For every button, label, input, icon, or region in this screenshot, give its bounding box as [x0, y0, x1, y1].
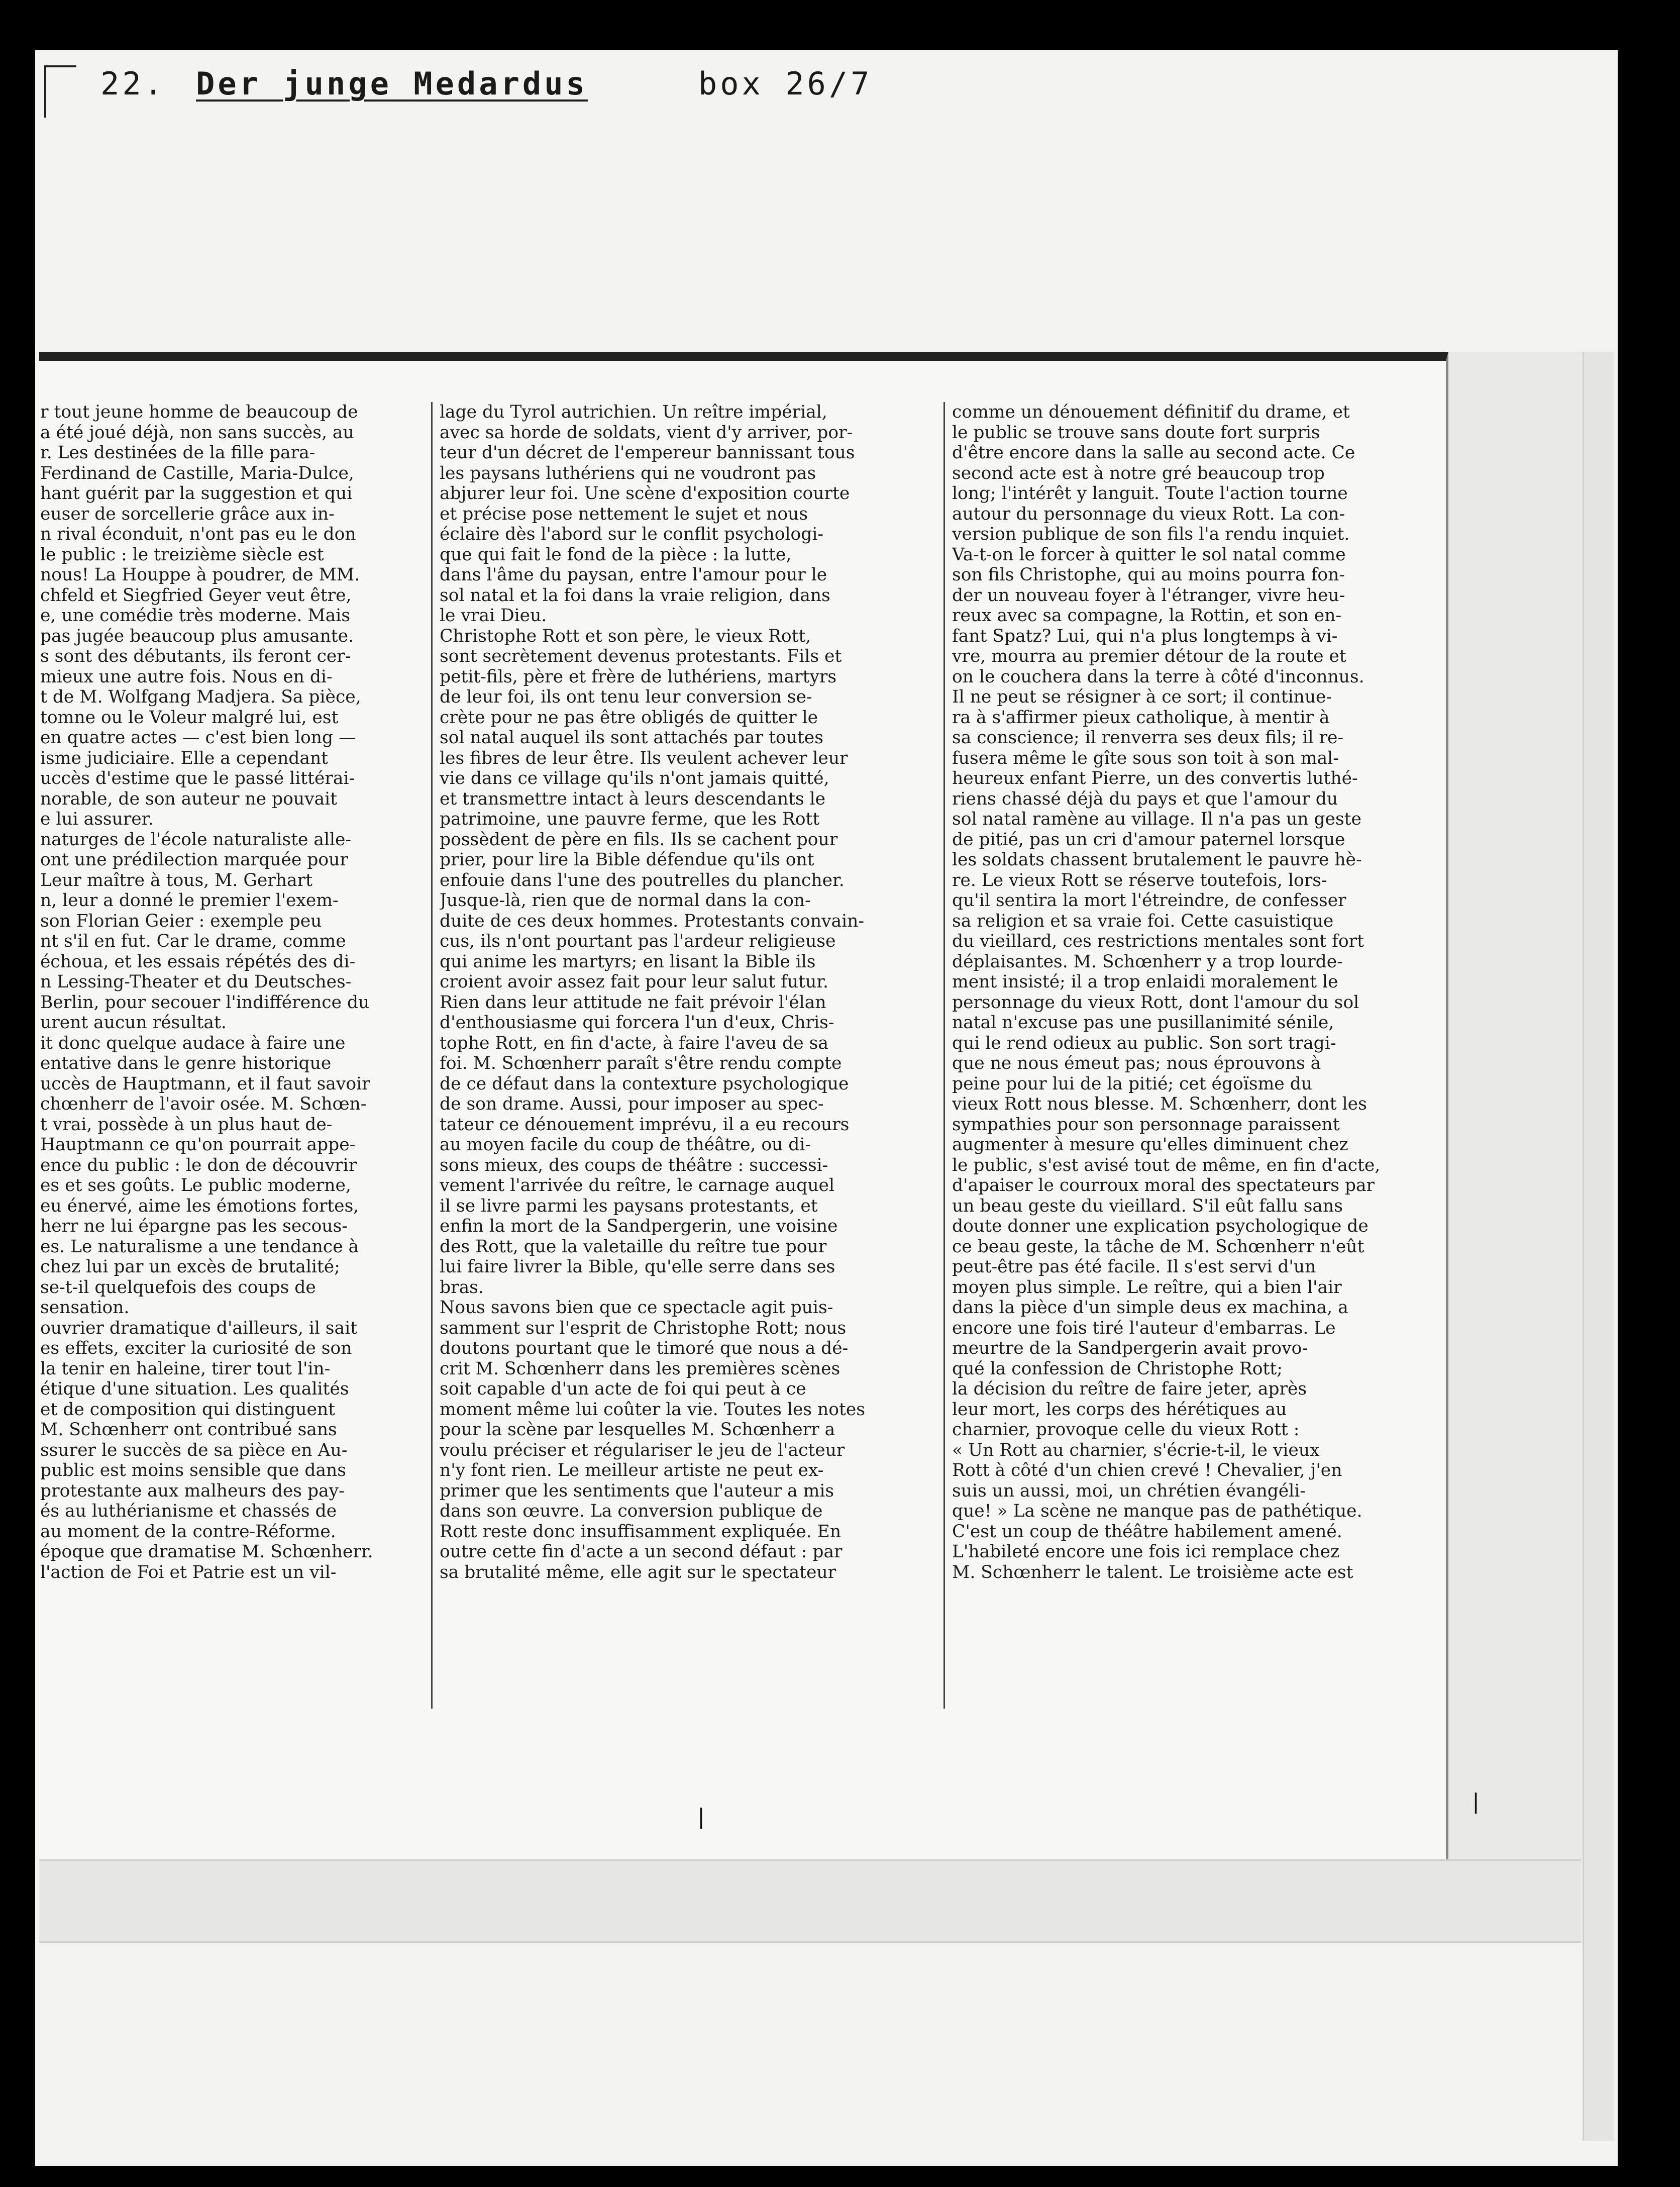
article-line: sons mieux, des coups de théâtre : successi-: [440, 1155, 828, 1175]
article-line: tateur ce dénouement imprévu, il a eu recours: [440, 1114, 850, 1135]
article-line: peine pour lui de la pitié; cet égoïsme du: [952, 1073, 1312, 1094]
article-line: personnage du vieux Rott, dont l'amour du sol: [952, 992, 1359, 1013]
article-line: enfouie dans l'une des poutrelles du plancher.: [440, 870, 845, 890]
article-line: L'habileté encore une fois ici remplace chez: [952, 1542, 1340, 1562]
folder-edge: [1583, 352, 1614, 2141]
ink-mark: ❘: [1467, 1789, 1485, 1814]
article-line: déplaisantes. M. Schœnherr y a trop lourde-: [952, 951, 1343, 972]
article-line: et précise pose nettement le sujet et nous: [440, 504, 808, 524]
article-line: sa conscience; il renverra ses deux fils; il re-: [952, 728, 1344, 748]
corner-mark: [44, 65, 76, 118]
article-line: primer que les sentiments que l'auteur a mis: [440, 1480, 834, 1501]
article-line: croient avoir assez fait pour leur salut futur.: [440, 972, 828, 992]
article-line: d'être encore dans la salle au second acte. Ce: [952, 443, 1355, 463]
article-line: et transmettre intact à leurs descendants le: [440, 788, 826, 809]
article-line: samment sur l'esprit de Christophe Rott; nous: [440, 1318, 847, 1338]
article-line: protestante aux malheurs des pay-: [40, 1480, 345, 1501]
article-line: n'y font rien. Le meilleur artiste ne peut ex-: [440, 1460, 824, 1480]
article-line: sol natal ramène au village. Il n'a pas un geste: [952, 809, 1361, 829]
article-line: que! » La scène ne manque pas de pathétique.: [952, 1501, 1362, 1521]
article-line: lui faire livrer la Bible, qu'elle serre dans ses: [440, 1257, 835, 1277]
article-line: enfin la mort de la Sandpergerin, une voisine: [440, 1216, 838, 1236]
article-line: de ce défaut dans la contexture psychologique: [440, 1073, 849, 1094]
article-line: sensation.: [40, 1298, 130, 1318]
article-line: ont une prédilection marquée pour: [40, 850, 348, 870]
article-line: vieux Rott nous blesse. M. Schœnherr, dont les: [952, 1094, 1367, 1114]
article-line: de pitié, pas un cri d'amour paternel lorsque: [952, 829, 1345, 850]
article-line: les soldats chassent brutalement le pauvre hè-: [952, 850, 1362, 870]
article-line: meurtre de la Sandpergerin avait provo-: [952, 1338, 1308, 1358]
article-line: pas jugée beaucoup plus amusante.: [40, 626, 354, 646]
article-line: les fibres de leur être. Ils veulent achever leur: [440, 748, 848, 768]
article-line: herr ne lui épargne pas les secous-: [40, 1216, 348, 1236]
article-line: « Un Rott au charnier, s'écrie-t-il, le vieux: [952, 1440, 1320, 1460]
article-line: que ne nous émeut pas; nous éprouvons à: [952, 1053, 1321, 1073]
article-line: suis un aussi, moi, un chrétien évangéli-: [952, 1480, 1306, 1501]
article-line: bras.: [440, 1277, 484, 1298]
article-line: der un nouveau foyer à l'étranger, vivre heu-: [952, 585, 1345, 606]
article-line: moyen plus simple. Le reître, qui a bien l'air: [952, 1277, 1342, 1298]
article-line: pour la scène par lesquelles M. Schœnherr a: [440, 1420, 835, 1440]
article-line: dans la pièce d'un simple deus ex machina, a: [952, 1298, 1348, 1318]
article-line: isme judiciaire. Elle a cependant: [40, 748, 329, 768]
article-line: Il ne peut se résigner à ce sort; il continue-: [952, 687, 1332, 707]
article-line: tomne ou le Voleur malgré lui, est: [40, 707, 339, 728]
article-line: r. Les destinées de la fille para-: [40, 443, 316, 463]
article-line: second acte est à notre gré beaucoup trop: [952, 463, 1325, 483]
article-line: augmenter à mesure qu'elles diminuent chez: [952, 1135, 1348, 1155]
article-line: qué la confession de Christophe Rott;: [952, 1358, 1283, 1379]
article-line: M. Schœnherr le talent. Le troisième acte est: [952, 1562, 1353, 1582]
article-line: dans l'âme du paysan, entre l'amour pour le: [440, 565, 827, 585]
article-line: qui anime les martyrs; en lisant la Bible ils: [440, 951, 816, 972]
article-line: hant guérit par la suggestion et qui: [40, 483, 353, 504]
article-line: se-t-il quelquefois des coups de: [40, 1277, 316, 1298]
article-line: sa brutalité même, elle agit sur le spectateur: [440, 1562, 836, 1582]
column-rule: [943, 402, 945, 1709]
article-line: norable, de son auteur ne pouvait: [40, 788, 338, 809]
article-line: Ferdinand de Castille, Maria-Dulce,: [40, 463, 354, 483]
article-line: de leur foi, ils ont tenu leur conversion se-: [440, 687, 812, 707]
article-line: foi. M. Schœnherr paraît s'être rendu compte: [440, 1053, 842, 1073]
article-line: uccès d'estime que le passé littérai-: [40, 768, 355, 788]
article-line: sont secrètement devenus protestants. Fils et: [440, 646, 842, 666]
article-line: uccès de Hauptmann, et il faut savoir: [40, 1073, 370, 1094]
article-line: Jusque-là, rien que de normal dans la con-: [440, 890, 811, 911]
article-line: Berlin, pour secouer l'indifférence du: [40, 992, 370, 1013]
article-line: leur mort, les corps des hérétiques au: [952, 1399, 1287, 1420]
article-line: t vrai, possède à un plus haut de-: [40, 1114, 333, 1135]
article-line: soit capable d'un acte de foi qui peut à ce: [440, 1379, 806, 1399]
article-line: version publique de son fils l'a rendu inquiet.: [952, 524, 1350, 544]
article-line: échoua, et les essais répétés des di-: [40, 951, 356, 972]
article-line: és au luthérianisme et chassés de: [40, 1501, 337, 1521]
article-line: nt s'il en fut. Car le drame, comme: [40, 931, 346, 951]
article-line: e lui assurer.: [40, 809, 154, 829]
article-line: e, une comédie très moderne. Mais: [40, 606, 351, 626]
article-line: son Florian Geier : exemple peu: [40, 911, 322, 931]
article-line: es effets, exciter la curiosité de son: [40, 1338, 352, 1358]
article-line: crit M. Schœnherr dans les premières scènes: [440, 1358, 841, 1379]
article-line: du vieillard, ces restrictions mentales sont fort: [952, 931, 1364, 951]
article-line: Christophe Rott et son père, le vieux Rott,: [440, 626, 811, 646]
article-line: le public, s'est avisé tout de même, en fin d'acte,: [952, 1155, 1381, 1175]
article-line: s sont des débutants, ils feront cer-: [40, 646, 351, 666]
article-line: doutons pourtant que le timoré que nous a dé-: [440, 1338, 849, 1358]
bottom-strip: [39, 1859, 1582, 1943]
article-line: vie dans ce village qu'ils n'ont jamais quitté,: [440, 768, 829, 788]
article-line: un beau geste du vieillard. S'il eût fallu sans: [952, 1196, 1343, 1216]
article-line: il se livre parmi les paysans protestants, et: [440, 1196, 818, 1216]
clipping-shadow: [1442, 352, 1583, 1859]
article-line: riens chassé déjà du pays et que l'amour du: [952, 788, 1338, 809]
article-line: le public : le treizième siècle est: [40, 544, 324, 565]
article-line: ssurer le succès de sa pièce en Au-: [40, 1440, 348, 1460]
article-line: la tenir en haleine, tirer tout l'in-: [40, 1358, 331, 1379]
article-line: la décision du reître de faire jeter, après: [952, 1379, 1307, 1399]
article-line: en quatre actes — c'est bien long —: [40, 728, 356, 748]
article-line: vement l'arrivée du reître, le carnage auquel: [440, 1175, 835, 1196]
article-line: entative dans le genre historique: [40, 1053, 332, 1073]
article-line: éclaire dès l'abord sur le conflit psychologi-: [440, 524, 824, 544]
article-line: et de composition qui distinguent: [40, 1399, 336, 1420]
article-line: étique d'une situation. Les qualités: [40, 1379, 349, 1399]
article-line: natal n'excuse pas une pusillanimité sénile,: [952, 1013, 1334, 1033]
article-line: lage du Tyrol autrichien. Un reître impérial,: [440, 402, 827, 422]
article-line: abjurer leur foi. Une scène d'exposition courte: [440, 483, 850, 504]
article-line: Hauptmann ce qu'on pourrait appe-: [40, 1135, 356, 1155]
ink-mark: ❘: [692, 1804, 710, 1829]
article-line: reux avec sa compagne, la Rottin, et son en-: [952, 606, 1342, 626]
article-line: long; l'intérêt y languit. Toute l'action tourne: [952, 483, 1348, 504]
article-line: a été joué déjà, non sans succès, au: [40, 422, 354, 443]
article-line: sol natal et la foi dans la vraie religion, dans: [440, 585, 830, 606]
article-line: n Lessing-Theater et du Deutsches-: [40, 972, 352, 992]
article-line: fant Spatz? Lui, qui n'a plus longtemps à vi-: [952, 626, 1338, 646]
article-line: que qui fait le fond de la pièce : la lutte,: [440, 544, 792, 565]
article-line: nous! La Houppe à poudrer, de MM.: [40, 565, 360, 585]
article-line: it donc quelque audace à faire une: [40, 1033, 346, 1053]
article-line: voulu préciser et régulariser le jeu de l'acteur: [440, 1440, 845, 1460]
article-line: ence du public : le don de découvrir: [40, 1155, 357, 1175]
article-column-1: [40, 402, 417, 1582]
article-line: on le couchera dans la terre à côté d'inconnus.: [952, 666, 1364, 687]
article-line: naturges de l'école naturaliste alle-: [40, 829, 352, 850]
article-line: chœnherr de l'avoir osée. M. Schœn-: [40, 1094, 367, 1114]
article-line: ment insisté; il a trop enlaidi moralement le: [952, 972, 1338, 992]
article-line: époque que dramatise M. Schœnherr.: [40, 1542, 373, 1562]
box-label: box 26/7: [698, 65, 873, 102]
column-rule: [431, 402, 433, 1709]
article-line: son fils Christophe, qui au moins pourra fon-: [952, 565, 1345, 585]
article-line: avec sa horde de soldats, vient d'y arriver, por-: [440, 422, 853, 443]
article-line: heureux enfant Pierre, un des convertis luthé-: [952, 768, 1358, 788]
article-line: ouvrier dramatique d'ailleurs, il sait: [40, 1318, 358, 1338]
article-line: chez lui par un excès de brutalité;: [40, 1257, 340, 1277]
article-line: vre, mourra au premier détour de la route et: [952, 646, 1346, 666]
article-line: autour du personnage du vieux Rott. La con-: [952, 504, 1345, 524]
article-line: eu énervé, aime les émotions fortes,: [40, 1196, 359, 1216]
article-line: au moyen facile du coup de théâtre, ou di-: [440, 1135, 811, 1155]
article-line: charnier, provoque celle du vieux Rott :: [952, 1420, 1300, 1440]
article-line: encore une fois tiré l'auteur d'embarras. Le: [952, 1318, 1336, 1338]
article-line: Rien dans leur attitude ne fait prévoir l'élan: [440, 992, 826, 1013]
article-line: euser de sorcellerie grâce aux in-: [40, 504, 335, 524]
article-line: crète pour ne pas être obligés de quitter le: [440, 707, 818, 728]
page-header: [100, 65, 873, 111]
article-line: mieux une autre fois. Nous en di-: [40, 666, 333, 687]
article-line: C'est un coup de théâtre habilement amené.: [952, 1521, 1342, 1542]
article-line: l'action de Foi et Patrie est un vil-: [40, 1562, 337, 1582]
article-line: qui le rend odieux au public. Son sort tragi-: [952, 1033, 1336, 1053]
article-line: d'apaiser le courroux moral des spectateurs par: [952, 1175, 1375, 1196]
article-line: r tout jeune homme de beaucoup de: [40, 402, 358, 422]
article-line: peut-être pas été facile. Il s'est servi d'un: [952, 1257, 1316, 1277]
article-line: ra à s'affirmer pieux catholique, à mentir à: [952, 707, 1330, 728]
article-line: Rott reste donc insuffisamment expliquée. En: [440, 1521, 842, 1542]
article-column-3: [952, 402, 1459, 1582]
article-line: duite de ces deux hommes. Protestants convain-: [440, 911, 865, 931]
article-line: Rott à côté d'un chien crevé ! Chevalier, j'en: [952, 1460, 1342, 1480]
article-line: d'enthousiasme qui forcera l'un d'eux, Chris-: [440, 1013, 834, 1033]
article-line: le vrai Dieu.: [440, 606, 547, 626]
article-line: de son drame. Aussi, pour imposer au spec-: [440, 1094, 824, 1114]
article-line: patrimoine, une pauvre ferme, que les Rott: [440, 809, 820, 829]
article-line: possèdent de père en fils. Ils se cachent pour: [440, 829, 838, 850]
article-line: sol natal auquel ils sont attachés par toutes: [440, 728, 823, 748]
article-line: prier, pour lire la Bible défendue qu'ils ont: [440, 850, 814, 870]
article-line: Nous savons bien que ce spectacle agit puis-: [440, 1298, 833, 1318]
article-line: outre cette fin d'acte a un second défaut : par: [440, 1542, 843, 1562]
article-line: re. Le vieux Rott se réserve toutefois, lors-: [952, 870, 1327, 890]
article-line: n rival éconduit, n'ont pas eu le don: [40, 524, 356, 544]
article-column-2: [440, 402, 932, 1582]
article-line: chfeld et Siegfried Geyer veut être,: [40, 585, 352, 606]
article-line: dans son œuvre. La conversion publique de: [440, 1501, 823, 1521]
article-line: qu'il sentira la mort l'étreindre, de confesser: [952, 890, 1346, 911]
article-line: tophe Rott, en fin d'acte, à faire l'aveu de sa: [440, 1033, 828, 1053]
article-line: M. Schœnherr ont contribué sans: [40, 1420, 337, 1440]
article-line: des Rott, que la valetaille du reître tue pour: [440, 1236, 827, 1257]
article-line: le public se trouve sans doute fort surpris: [952, 422, 1320, 443]
article-line: teur d'un décret de l'empereur bannissant tous: [440, 443, 855, 463]
article-line: n, leur a donné le premier l'exem-: [40, 890, 339, 911]
article-line: cus, ils n'ont pourtant pas l'ardeur religieuse: [440, 931, 836, 951]
folder-number: 22.: [100, 65, 166, 102]
article-line: les paysans luthériens qui ne voudront pas: [440, 463, 816, 483]
article-line: doute donner une explication psychologique de: [952, 1216, 1369, 1236]
article-line: Leur maître à tous, M. Gerhart: [40, 870, 312, 890]
article-line: comme un dénouement définitif du drame, et: [952, 402, 1350, 422]
article-line: sa religion et sa vraie foi. Cette casuistique: [952, 911, 1334, 931]
article-line: fusera même le gîte sous son toit à son mal-: [952, 748, 1339, 768]
article-line: es et ses goûts. Le public moderne,: [40, 1175, 351, 1196]
article-line: t de M. Wolfgang Madjera. Sa pièce,: [40, 687, 361, 707]
article-line: sympathies pour son personnage paraissent: [952, 1114, 1340, 1135]
article-line: ce beau geste, la tâche de M. Schœnherr n'eût: [952, 1236, 1364, 1257]
article-line: public est moins sensible que dans: [40, 1460, 346, 1480]
article-line: Va-t-on le forcer à quitter le sol natal comme: [952, 544, 1346, 565]
article-line: moment même lui coûter la vie. Toutes les notes: [440, 1399, 866, 1420]
article-line: es. Le naturalisme a une tendance à: [40, 1236, 359, 1257]
document-title: Der junge Medardus: [196, 65, 588, 102]
article-line: petit-fils, père et frère de luthériens, martyrs: [440, 666, 837, 687]
article-line: urent aucun résultat.: [40, 1013, 227, 1033]
article-line: au moment de la contre-Réforme.: [40, 1521, 336, 1542]
